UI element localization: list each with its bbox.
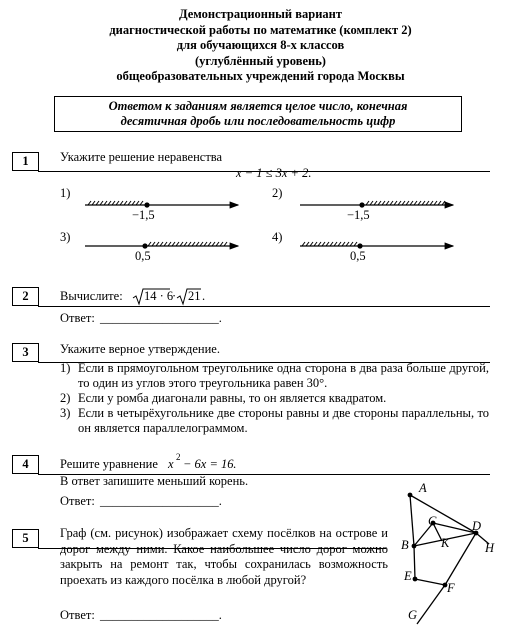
task-3-item-1-text: Если в прямоугольном треугольнике одна сторона в два раза больше другой, то один из углов этого треугольника равен 30°.: [78, 361, 489, 390]
notice-line-2: десятичная дробь или последовательность цифр: [120, 114, 396, 128]
task-4-answer-field[interactable]: ___________________.: [100, 494, 222, 508]
header-line-2: диагностической работы по математике (комплект 2): [109, 22, 412, 37]
graph-label-d: D: [472, 519, 482, 533]
closed-point: [144, 202, 149, 207]
task-3-item-2-text: Если у ромба диагонали равны, то он является квадратом.: [78, 391, 387, 405]
task-1-option-3-label: 3): [60, 230, 71, 244]
task-1-option-2-value: −1,5: [347, 208, 370, 222]
village-road-graph: [390, 478, 515, 628]
task-4-period: .: [233, 457, 237, 471]
task-4-answer-label: Ответ:: [60, 494, 95, 508]
task-2-radicand-b: 21: [188, 289, 201, 303]
task-1-option-1-value: −1,5: [132, 208, 155, 222]
graph-label-h: H: [485, 541, 495, 555]
task-5-text: Граф (см. рисунок) изображает схему посёлков на острове и дорог между ними. Какое наибольшее число дорог можно закрыть на ремонт так, чтобы сохранилась возможность проехать из каждого посёлка в любой другой?: [60, 526, 388, 587]
task-2-radicand-a: 14 · 6: [144, 289, 174, 303]
number-line-option-4: [300, 242, 453, 249]
graph-label-e: E: [404, 569, 412, 583]
graph-label-g: G: [408, 608, 418, 622]
task-5-answer-field[interactable]: ___________________.: [100, 608, 222, 622]
task-2-answer-field[interactable]: ___________________.: [100, 311, 222, 325]
task-3-number: 3: [12, 343, 39, 362]
task-2-dot: ·: [172, 289, 177, 303]
task-3-item-3-text: Если в четырёхугольнике две стороны равны и две стороны параллельны, то он является параллелограммом.: [78, 406, 489, 435]
graph-label-a: A: [419, 481, 427, 495]
task-5-answer-label: Ответ:: [60, 608, 95, 622]
number-line-option-2: [300, 201, 453, 208]
graph-label-c: C: [428, 514, 437, 528]
task-1-option-4-value: 0,5: [350, 249, 366, 263]
task-5-number: 5: [12, 529, 39, 548]
task-1-number: 1: [12, 152, 39, 171]
header-line-4: (углублённый уровень): [195, 53, 326, 68]
task-1-inequality: x − 1 ≤ 3x + 2.: [236, 166, 312, 180]
notice-line-1: Ответом к заданиям является целое число, конечная: [108, 99, 408, 113]
task-4-prompt: Решите уравнение: [60, 457, 158, 471]
task-4-eq-exponent: 2: [176, 452, 181, 462]
task-2-number: 2: [12, 287, 39, 306]
task-1-option-3-value: 0,5: [135, 249, 151, 263]
task-3-prompt: Укажите верное утверждение.: [60, 342, 220, 356]
task-3-item-1-number: 1): [60, 361, 71, 375]
task-1-option-1-label: 1): [60, 186, 71, 200]
number-line-option-3: [85, 242, 238, 249]
header-line-1: Демонстрационный вариант: [178, 7, 343, 21]
task-4-number: 4: [12, 455, 39, 474]
task-3-item-2-number: 2): [60, 391, 71, 405]
closed-point: [357, 243, 362, 248]
task-1-option-2-label: 2): [272, 186, 283, 200]
graph-label-f: F: [447, 581, 455, 595]
number-line-option-1: [85, 201, 238, 208]
task-2-answer-label: Ответ:: [60, 311, 95, 325]
task-4-eq-x: x: [168, 457, 174, 471]
graph-label-b: B: [401, 538, 409, 552]
task-2-rule: [38, 306, 490, 307]
closed-point: [359, 202, 364, 207]
task-4-note: В ответ запишите меньший корень.: [60, 474, 249, 488]
task-2-period: .: [202, 289, 206, 303]
task-1-option-4-label: 4): [272, 230, 283, 244]
task-3-item-3-number: 3): [60, 406, 71, 420]
header-line-5: общеобразовательных учреждений города Москвы: [116, 69, 405, 84]
task-1-prompt: Укажите решение неравенства: [60, 150, 223, 164]
task-4-eq-rest: − 6x = 16: [183, 457, 234, 471]
graph-label-k: K: [441, 536, 450, 550]
header-line-3: для обучающихся 8-х классов: [176, 38, 345, 53]
closed-point: [142, 243, 147, 248]
task-2-prompt: Вычислите:: [60, 289, 123, 303]
